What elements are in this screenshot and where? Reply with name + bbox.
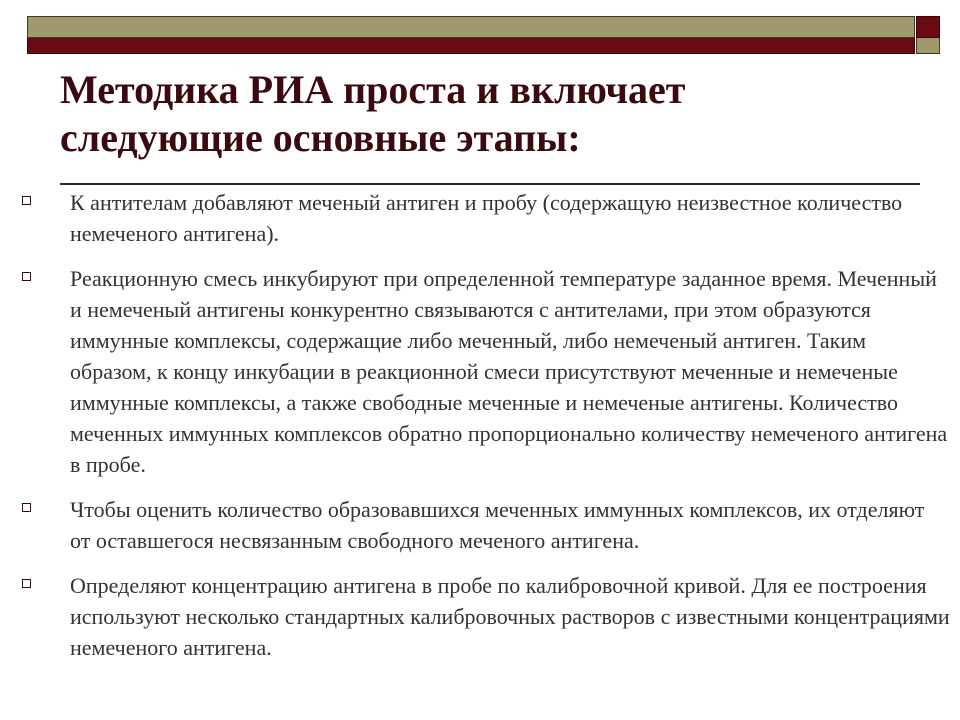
- header-corner-maroon-square: [916, 16, 940, 38]
- slide-title-line-1: Методика РИА проста и включает: [60, 67, 686, 112]
- bullet-item-2: [22, 263, 950, 480]
- bullet-item-3: [22, 494, 950, 556]
- bullet-text-4: Определяют концентрацию антигена в пробе по калибровочной кривой. Для ее построения используют несколько стандартных калибровочных растворов с известными концентрациями немеченого антигена.: [70, 573, 950, 660]
- header-corner-olive-square: [916, 38, 940, 54]
- bullet-item-4: [22, 570, 950, 663]
- header-olive-bar: [27, 16, 915, 38]
- slide-title-line-2: следующие основные этапы:: [60, 115, 581, 160]
- bullet-list: [22, 187, 950, 677]
- slide-title: [60, 66, 920, 162]
- bullet-text-2: Реакционную смесь инкубируют при определенной температуре заданное время. Меченный и немеченый антигены конкурентно связываются с антителами, при этом образуются иммунные комплексы, содержащие либо меченный, либо немеченый антиген. Таким образом, к концу инкубации в реакционной смеси присутствуют меченные и немеченые иммунные комплексы, а также свободные меченные и немеченые антигены. Количество меченных иммунных комплексов обратно пропорционально количеству немеченого антигена в пробе.: [70, 266, 948, 477]
- bullet-text-1: К антителам добавляют меченый антиген и пробу (содержащую неизвестное количество немеченого антигена).: [70, 190, 903, 246]
- hollow-square-bullet-icon: [22, 196, 31, 205]
- bullet-item-1: [22, 187, 950, 249]
- hollow-square-bullet-icon: [22, 503, 31, 512]
- bullet-text-3: Чтобы оценить количество образовавшихся меченных иммунных комплексов, их отделяют от оставшегося несвязанным свободного меченого антигена.: [70, 497, 925, 553]
- header-maroon-bar: [27, 38, 915, 54]
- hollow-square-bullet-icon: [22, 272, 31, 281]
- hollow-square-bullet-icon: [22, 579, 31, 588]
- title-underline-divider: [60, 183, 920, 185]
